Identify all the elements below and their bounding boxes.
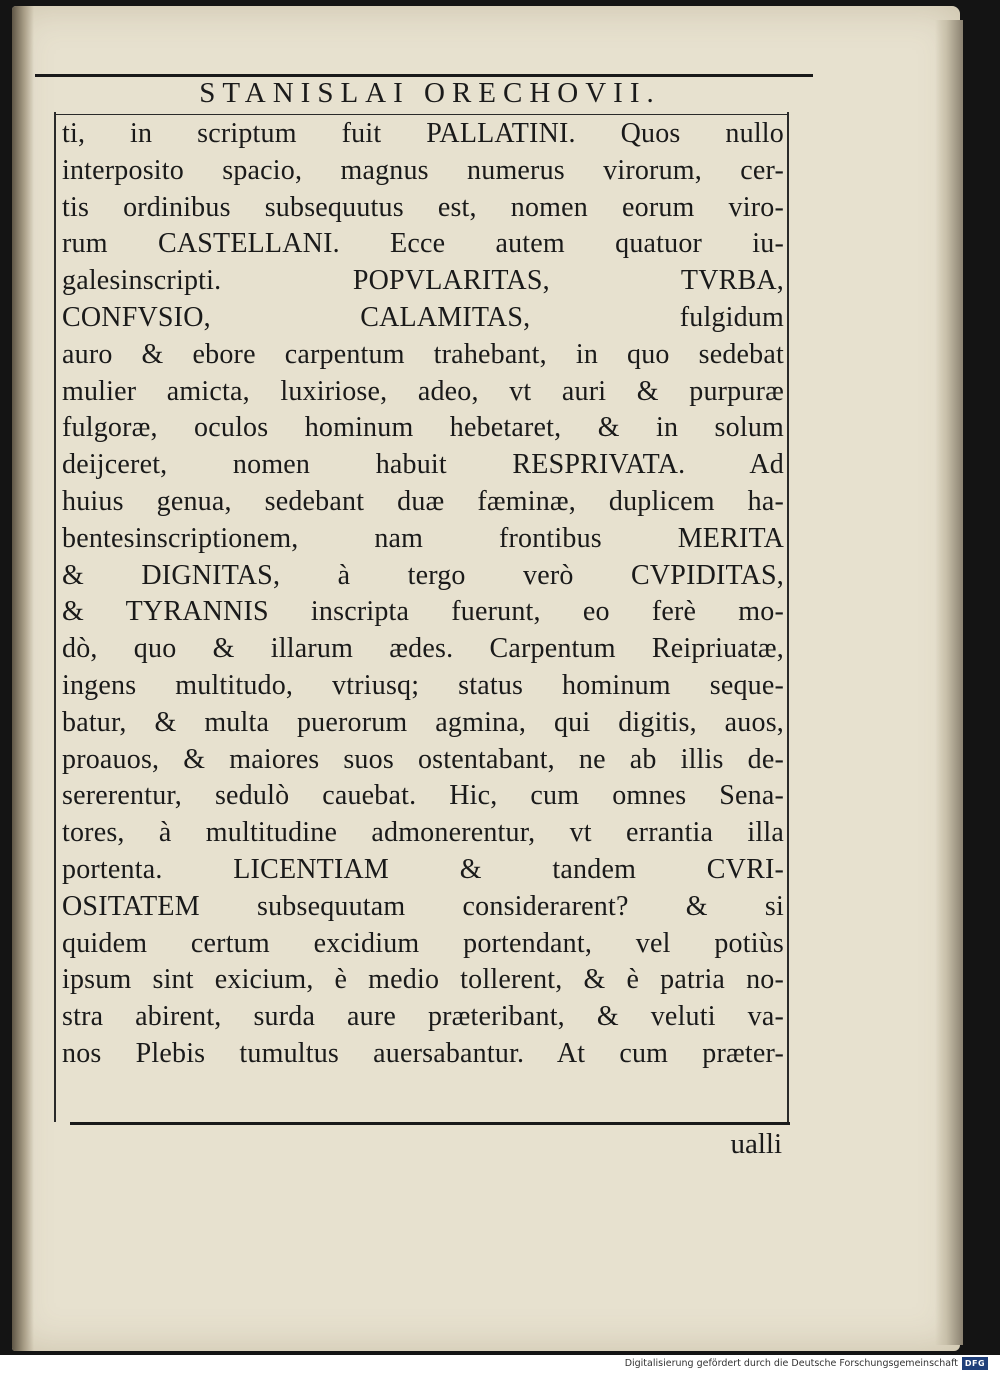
text-line: deijceret, nomen habuit RESPRIVATA. Ad xyxy=(62,449,784,481)
text-line: dò, quo & illarum ædes. Carpentum Reipriuatæ, xyxy=(62,633,784,665)
text-line: proauos, & maiores suos ostentabant, ne ab illis de- xyxy=(62,743,784,775)
catchword: ualli xyxy=(730,1128,782,1160)
text-line: CONFVSIO, CALAMITAS, fulgidum xyxy=(62,301,784,333)
text-line: tis ordinibus subsequutus est, nomen eorum viro- xyxy=(62,191,784,223)
text-line: ipsum sint exicium, è medio tollerent, & è patria no- xyxy=(62,964,784,996)
text-line: huius genua, sedebant duæ fæminæ, duplicem ha- xyxy=(62,485,784,517)
text-line: tores, à multitudine admonerentur, vt errantia illa xyxy=(62,817,784,849)
text-line: mulier amicta, luxiriose, adeo, vt auri & purpuræ xyxy=(62,375,784,407)
text-line: portenta. LICENTIAM & tandem CVRI- xyxy=(62,853,784,885)
text-line: interposito spacio, magnus numerus virorum, cer- xyxy=(62,154,784,186)
text-line: batur, & multa puerorum agmina, qui digitis, auos, xyxy=(62,706,784,738)
text-line: sererentur, sedulò cauebat. Hic, cum omnes Sena- xyxy=(62,780,784,812)
running-title: STANISLAI ORECHOVII. xyxy=(199,77,661,109)
text-line: auro & ebore carpentum trahebant, in quo sedebat xyxy=(62,338,784,370)
text-line: & TYRANNIS inscripta fuerunt, eo ferè mo- xyxy=(62,596,784,628)
text-line: galesinscripti. POPVLARITAS, TVRBA, xyxy=(62,265,784,297)
text-line: ti, in scriptum fuit PALLATINI. Quos nullo xyxy=(62,118,784,149)
text-frame-top xyxy=(54,114,789,115)
digitization-credit: Digitalisierung gefördert durch die Deutsche Forschungsgemeinschaft xyxy=(624,1358,958,1369)
text-line: & DIGNITAS, à tergo verò CVPIDITAS, xyxy=(62,559,784,591)
body-text-block xyxy=(62,116,784,1073)
page-right-edge-shadow xyxy=(935,20,963,1345)
page-left-edge-shadow xyxy=(12,6,34,1351)
text-line: quidem certum excidium portendant, vel potiùs xyxy=(62,927,784,959)
dfg-logo-icon: DFG xyxy=(962,1357,988,1370)
text-line: rum CASTELLANI. Ecce autem quatuor iu- xyxy=(62,228,784,260)
text-line: nos Plebis tumultus auersabantur. At cum præter- xyxy=(62,1037,784,1069)
text-frame-left xyxy=(54,112,56,1122)
text-line: fulgoræ, oculos hominum hebetaret, & in solum xyxy=(62,412,784,444)
text-line: OSITATEM subsequutam considerarent? & si xyxy=(62,890,784,922)
text-line: bentesinscriptionem, nam frontibus MERITA xyxy=(62,522,784,554)
text-line: ingens multitudo, vtriusq; status hominum seque- xyxy=(62,669,784,701)
text-line: stra abirent, surda aure præteribant, & veluti va- xyxy=(62,1001,784,1033)
text-frame-right xyxy=(787,112,789,1122)
text-frame-bottom-rule xyxy=(70,1122,790,1125)
